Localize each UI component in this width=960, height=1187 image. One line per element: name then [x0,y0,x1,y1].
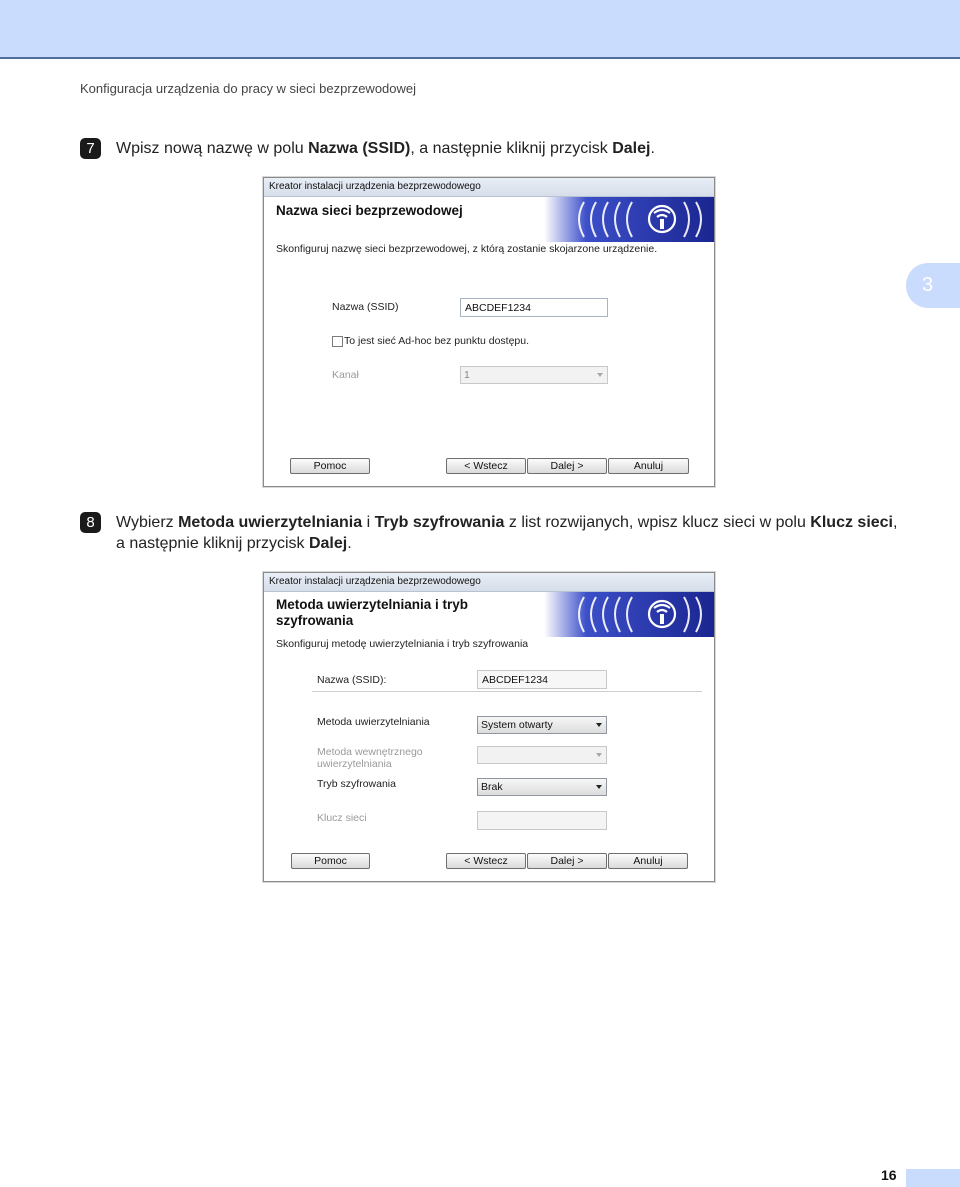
wireless-logo-icon [544,197,714,242]
help-button[interactable]: Pomoc [290,458,370,474]
step-text: Wpisz nową nazwę w polu Nazwa (SSID), a następnie kliknij przycisk Dalej. [116,140,655,157]
dialog-title: Kreator instalacji urządzenia bezprzewodowego [264,178,714,197]
adhoc-label: To jest sieć Ad-hoc bez punktu dostępu. [344,335,530,347]
back-button[interactable]: < Wstecz [446,853,526,869]
ssid-readonly-field: ABCDEF1234 [477,670,607,689]
dialog-subtitle: Skonfiguruj metodę uwierzytelniania i tryb szyfrowania [276,638,529,650]
network-key-label: Klucz sieci [317,812,367,824]
step-number: 8 [80,512,101,533]
inner-auth-label: Metoda wewnętrznego uwierzytelniania [317,746,423,770]
encryption-value: Brak [481,781,503,793]
cancel-button[interactable]: Anuluj [608,853,688,869]
auth-method-value: System otwarty [481,719,553,731]
dialog-banner [264,592,714,637]
ssid-label: Nazwa (SSID) [332,301,399,313]
auth-method-dropdown[interactable] [477,716,607,734]
chevron-down-icon [596,753,602,757]
page-footer-bar [906,1169,960,1187]
step-number: 7 [80,138,101,159]
channel-dropdown[interactable] [460,366,608,384]
auth-method-label: Metoda uwierzytelniania [317,716,430,728]
ssid-label: Nazwa (SSID): [317,674,387,686]
top-header-bar [0,0,960,59]
chevron-down-icon [596,723,602,727]
back-button[interactable]: < Wstecz [446,458,526,474]
inner-auth-dropdown[interactable] [477,746,607,764]
chevron-down-icon [597,373,603,377]
next-button[interactable]: Dalej > [527,458,607,474]
channel-label: Kanał [332,369,359,381]
encryption-dropdown[interactable] [477,778,607,796]
step-text: Wybierz Metoda uwierzytelniania i Tryb szyfrowania z list rozwijanych, wpisz klucz sieci w polu Klucz sieci, a następnie kliknij przycisk Dalej. [116,514,898,552]
dialog-subtitle: Skonfiguruj nazwę sieci bezprzewodowej, z którą zostanie skojarzone urządzenie. [276,243,658,255]
chapter-tab: 3 [906,263,960,308]
cancel-button[interactable]: Anuluj [608,458,689,474]
wizard-dialog-ssid [263,177,715,487]
dialog-heading: Nazwa sieci bezprzewodowej [276,203,463,218]
ssid-input[interactable]: ABCDEF1234 [460,298,608,317]
dialog-banner [264,197,714,242]
channel-value: 1 [464,369,470,381]
adhoc-checkbox[interactable] [332,336,343,347]
help-button[interactable]: Pomoc [291,853,370,869]
page-number: 16 [881,1167,897,1183]
network-key-input[interactable] [477,811,607,830]
dialog-title: Kreator instalacji urządzenia bezprzewodowego [264,573,714,592]
wizard-dialog-auth [263,572,715,882]
encryption-label: Tryb szyfrowania [317,778,396,790]
wireless-logo-icon [544,592,714,637]
next-button[interactable]: Dalej > [527,853,607,869]
dialog-heading: Metoda uwierzytelniania i tryb szyfrowania [276,597,469,628]
chevron-down-icon [596,785,602,789]
running-header: Konfiguracja urządzenia do pracy w sieci bezprzewodowej [80,81,417,96]
separator [312,691,702,692]
